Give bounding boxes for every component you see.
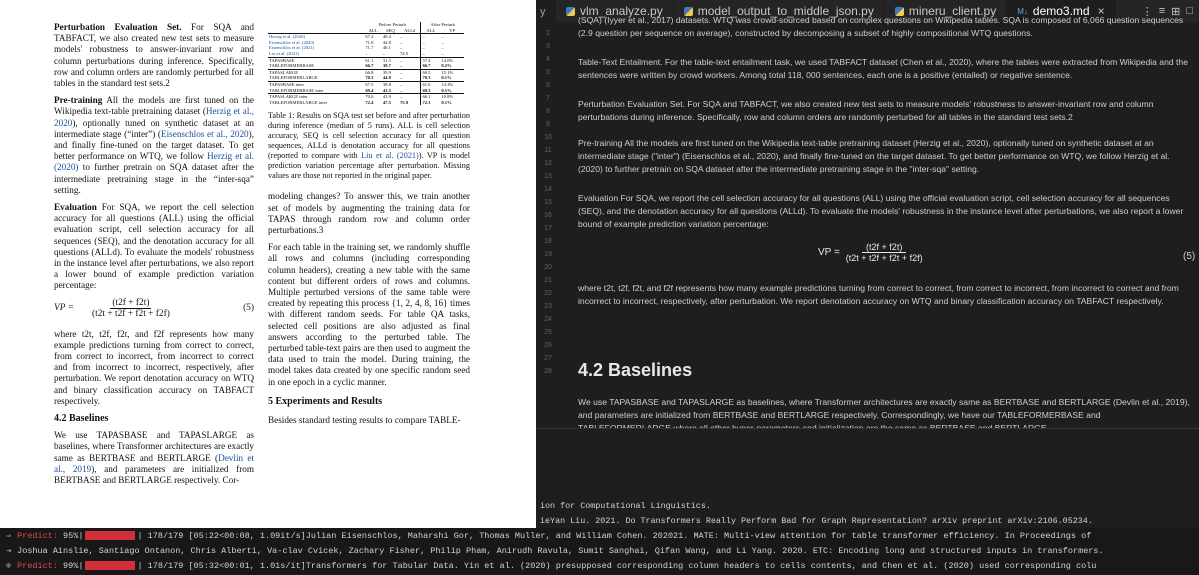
paper-paragraph: Pre-training All the models are first tuned on the Wikipedia text-table pretraining dataset (Herzig et al., 2020), optionally tuned on synthetic dataset at an intermediate stage (“inter”) (Eisenschlos et al., 2020), and finally fine-tuned on the target dataset. To get better performance on WTQ, we follow Herzig et al. (2020) to further pretrain on SQA dataset after the intermediate pretraining stage in the “inter-sqa” setting.	[54, 95, 254, 195]
line-number: 17	[544, 225, 552, 232]
table-caption: Table 1: Results on SQA test set before and after perturbation during inference (median of 5 runs). ALL is cell selection accuracy, SEQ is cell selection accuracy for all question sequences, ALLd is denotation accuracy for all questions (reported to compare with Liu et al. (2021)). VP is model prediction variation percentage after perturbation. Missing values are those not reported in the original paper.	[268, 111, 470, 181]
line-number: 28	[544, 368, 552, 375]
line-number: 8	[546, 108, 550, 115]
line-number: 10	[544, 134, 552, 141]
line-number: 27	[544, 355, 552, 362]
line-number: 16	[544, 212, 552, 219]
line-number: 7	[546, 95, 550, 102]
line-number: 24	[544, 316, 552, 323]
paper-paragraph: Perturbation Evaluation Set. For SQA and TABFACT, we also created new test sets to measure models' robustness to answer-invariant row and column perturbations during inference. Specifically, row and column orders are randomly perturbed for all tables in the standard test sets.2	[54, 22, 254, 89]
line-number: 5	[546, 69, 550, 76]
terminal-gutter-icon: ⇒	[6, 531, 12, 541]
results-table: Before Perturb After Perturb ALL SEQ ALLd ALL VP Herzig et al. (2020) 67.2 40.4 – – – Eisenschlos et al. (2020) 71.0 44.8 – – – Eisenschlos et al. (2021) 71.7 46.1 – – – Liu et al. (2021) – – 74.5 – – TAPASBASE 61.1 31.3 – 57.4 14.0% TABLEFORMERBASE 66.7 39.7 – 66.7 0.2% TAPASLARGE 66.8 39.9 – 60.5 15.1% TABLEFORMERLARGE 70.3 44.8 – 70.3 0.1% TAPASBASE inter 67.5 38.8 – 61.0 14.3% TABLEFORMERBASE inter 69.4 43.5 – 69.3 0.1% TAPASLARGE inter 70.6 43.9 – 66.1 10.8% TABLEFORMERLARGE inter 72.4 47.5 75.9 72.3 0.1%	[268, 22, 464, 105]
table-row: TABLEFORMERLARGE 70.3 44.8 – 70.3 0.1%	[269, 75, 452, 81]
layout-icon[interactable]: □	[1186, 4, 1193, 17]
table-row: TAPASBASE inter 67.5 38.8 – 61.0 14.3%	[268, 81, 464, 87]
line-number: 9	[546, 121, 550, 128]
paper-right-column	[268, 22, 470, 432]
more-actions-icon[interactable]: ⋮	[1141, 5, 1153, 18]
vp-formula: VP = $\frac{(t2f + f2t)}{(t2t + t2f + f2t + f2f)}$ (5)	[54, 297, 254, 319]
terminal[interactable]	[0, 528, 1199, 575]
terminal-gutter-icon: ⊕	[6, 561, 12, 571]
line-number: 26	[544, 342, 552, 349]
line-number: 23	[544, 303, 552, 310]
preview-paragraph: Perturbation Evaluation Set. For SQA and TABFACT, we also created new test sets to measure models' robustness to answer-invariant row and column perturbations during inference. Specifically, row and column orders are randomly perturbed for all tables in the standard test sets.2	[578, 99, 1154, 122]
preview-paragraph: where t2t, t2f, f2t, and f2f represents how many example predictions turning from correct to correct, from correct to incorrect, from incorrect to correct and from incorrect to incorrect, respectively, after perturbation. We report denotation accuracy on WTQ and binary classification accuracy on TABFACT respectively.	[578, 283, 1179, 306]
paper-paragraph: For each table in the training set, we randomly shuffle all rows and columns (including corresponding column headers), creating a new table with the same content but different orders of rows and columns. Multiple perturbed versions of the same table were created by repeating this process {1, 2, 4, 8, 16} times with different random seeds. For table QA tasks, selected cell positions are also adjusted as final answers according to the perturbed table. The perturbed table-text pairs are then used to augment the data used to train the model. During training, the model takes data created by one specific random seed in one epoch in a cyclic manner.	[268, 242, 470, 387]
line-number: 2	[546, 30, 550, 37]
paper-paragraph: modeling changes? To answer this, we train another set of models by augmenting the training data for TAPAS through random row and column order perturbations.3	[268, 191, 470, 235]
line-number: 18	[544, 238, 552, 245]
line-number: 6	[546, 82, 550, 89]
output-line: ieYan Liu. 2021. Do Transformers Really Perform Bad for Graph Representation? arXiv preprint arXiv:2106.05234.	[540, 516, 1093, 526]
line-number: 19	[544, 251, 552, 258]
line-number: 25	[544, 329, 552, 336]
table-row: TAPASLARGE inter 70.6 43.9 – 66.1 10.8%	[268, 94, 464, 100]
progress-bar	[85, 561, 135, 570]
vp-formula-rendered: VP = $\frac{(t2f + f2t)}{(t2t + t2f + f2t + f2f)}$	[818, 242, 923, 263]
paper-paragraph: We use TAPASBASE and TAPASLARGE as baselines, where Transformer architectures are exactly same as BERTBASE and BERTLARGE (Devlin et al., 2019), and parameters are initialized from BERTBASE and BERTLARGE respectively. Cor-	[54, 430, 254, 485]
outline-icon[interactable]: ≡	[1158, 4, 1166, 17]
split-editor-icon[interactable]: ⊞	[1171, 5, 1181, 18]
line-number: 11	[544, 147, 552, 154]
table-row: TABLEFORMERBASE 66.7 39.7 – 66.7 0.2%	[269, 63, 452, 69]
table-row: TABLEFORMERLARGE inter 72.4 47.5 75.9 72.3 0.1%	[269, 99, 452, 105]
preview-paragraph: Pre-training All the models are first tuned on the Wikipedia text-table pretraining dataset (Herzig et al., 2020), optionally tuned on synthetic dataset at an intermediate stage ("inter") (Eisenschlos et al., 2020), and finally fine-tuned on the target dataset. To get better performance on WTQ, we follow Herzig et al. (2020) to further pretrain on SQA dataset after the intermediate pretraining stage in the "inter-sqa" setting.	[578, 138, 1170, 174]
citation-link[interactable]: Devlin et al., 2019	[54, 452, 254, 474]
tab-label: mineru_client.py	[908, 4, 997, 18]
output-panel[interactable]	[536, 428, 1199, 528]
markdown-file-icon: M↓	[1017, 6, 1028, 16]
table-row: Herzig et al. (2020) 67.2 40.4 – – –	[268, 34, 464, 40]
line-number: 14	[544, 186, 552, 193]
line-number: 12	[544, 160, 552, 167]
paper-paragraph: Besides standard testing results to compare TABLE-	[268, 414, 461, 425]
paper-left-column	[54, 22, 254, 492]
line-number: 15	[544, 199, 552, 206]
line-number: 3	[546, 43, 550, 50]
preview-paragraph: We use TAPASBASE and TAPASLARGE as baselines, where Transformer architectures are exactly same as BERTBASE and BERTLARGE (Devlin et al., 2019), and parameters are initialized from BERTBASE and BERTLARGE respectively. Correspondingly, we have our TABLEFORMERBASE and	[578, 397, 1190, 420]
preview-paragraph: (SQA) (Iyyer et al., 2017) datasets. WTQ was crowd-sourced based on complex questions on Wikipedia tables. SQA is composed of 6,066 question sequences (2.9 question per sequence on average), constructed by decomposing a subset of highly compositional WTQ questions.	[578, 15, 1184, 38]
output-line: ion for Computational Linguistics.	[540, 501, 711, 511]
terminal-line: ⇥ Joshua Ainslie, Santiago Ontanon, Chris Alberti, Va-clav Cvicek, Zachary Fisher, Philip Pham, Anirudh Ravula, Sumit Sanghai, Qifan Wang, and Li Yang. 2020. ETC: Encoding long and structured inputs in transformers.	[6, 546, 1104, 556]
tab-label: model_output_to_middle_json.py	[697, 4, 874, 18]
table-row: Liu et al. (2021) – – 74.5 – –	[269, 50, 444, 56]
line-number: 21	[544, 277, 552, 284]
paper-paragraph: where t2t, t2f, f2t, and f2f represents how many example predictions turning from correct to correct, from correct to incorrect, from incorrect to correct and from incorrect to incorrect, respectively, after perturbation. We report denotation accuracy on WTQ and binary classification accuracy on TABFACT respectively.	[54, 328, 254, 406]
section-heading: 4.2 Baselines	[54, 413, 109, 425]
table-row: TAPASLARGE 66.8 39.9 – 60.5 15.1%	[268, 69, 464, 75]
preview-paragraph: Evaluation For SQA, we report the cell selection accuracy for all questions (ALL) using the official evaluation script, cell selection accuracy for all sequences (SEQ), and the denotation accuracy for all questions (ALLd). To evaluate the models' robustness in the instance level after perturbations, we also report a lower bound of example prediction variation percentage:	[578, 193, 1184, 229]
section-heading: 5 Experiments and Results	[268, 395, 383, 407]
table-row: TAPASBASE 61.1 31.3 – 57.4 14.0%	[268, 57, 464, 63]
line-number: 20	[544, 264, 552, 271]
line-number: 13	[544, 173, 552, 180]
line-number: 22	[544, 290, 552, 297]
pdf-page	[0, 0, 536, 528]
citation-link[interactable]: Herzig et al., 2020	[54, 106, 254, 128]
equation-number: (5)	[1183, 251, 1196, 262]
terminal-line: ⊕ Predict: 99%| | 178/179 [05:32<00:01, 1.01s/it]Transformers for Tabular Data. Yin et al. (2020) presupposed corresponding column headers to cells contents, and Chen et al. (2020) used corresponding colu	[6, 561, 1097, 571]
citation-link[interactable]: Herzig et al. (2020)	[54, 151, 254, 173]
preview-paragraph: Table-Text Entailment. For the table-text entailment task, we used TABFACT dataset (Chen et al., 2020), where the tables were extracted from Wikipedia and the sentences were written by crowd workers. Among total 118, 000 sentences, each one is a positive (entailed) or negative sentence.	[578, 57, 1188, 80]
table-row: Eisenschlos et al. (2020) 71.0 44.8 – – –	[269, 39, 444, 45]
python-file-icon	[566, 7, 575, 16]
tab-label: vlm_analyze.py	[580, 4, 663, 18]
terminal-gutter-icon: ⇥	[6, 546, 12, 556]
markdown-preview[interactable]	[556, 15, 1199, 428]
close-icon[interactable]: ×	[1097, 4, 1105, 18]
citation-link[interactable]: Liu et al. (2021)	[361, 151, 419, 161]
table-row: Eisenschlos et al. (2021) 71.7 46.1 – – –	[269, 45, 444, 51]
preview-heading: 4.2 Baselines	[578, 360, 693, 380]
progress-bar	[85, 531, 135, 540]
terminal-line: ⇒ Predict: 95%| | 178/179 [05:22<00:08, 1.09it/s]Julian Eisenschlos, Maharshi Gor, Thomas Muller, and William Cohen. 202021. MATE: Multi-view attention for table transformer efficiency. In Proceedings of	[6, 531, 1092, 541]
citation-link[interactable]: Eisenschlos et al., 2020	[161, 128, 249, 139]
tab-label: demo3.md	[1032, 4, 1090, 18]
table-row: TABLEFORMERBASE inter 69.4 43.5 – 69.3 0.1%	[269, 87, 452, 93]
line-number: 4	[546, 56, 550, 63]
paper-paragraph: Evaluation For SQA, we report the cell selection accuracy for all questions (ALL) using the official evaluation script, cell selection accuracy for all sequences (SEQ), and the denotation accuracy for all questions (ALLd). To evaluate the models' robustness in the instance level after perturbations, we also report a lower bound of example prediction variation percentage:	[54, 202, 254, 291]
gutter-char: y	[540, 6, 546, 18]
